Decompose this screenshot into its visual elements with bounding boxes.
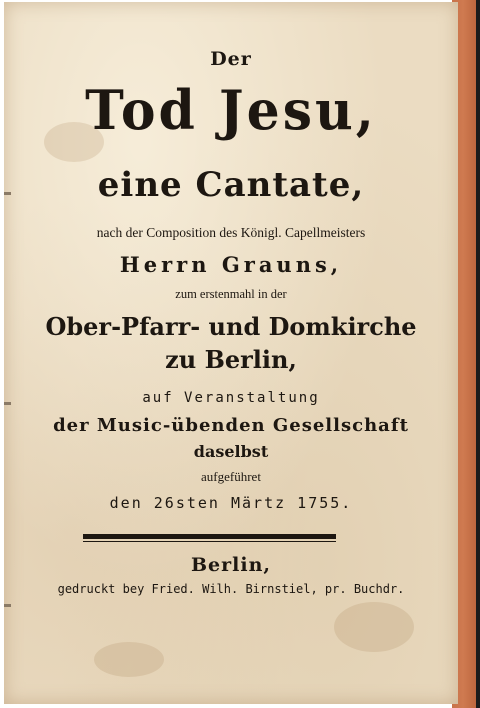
divider-rule-thick (83, 534, 336, 539)
binding-stitch (4, 604, 11, 607)
imprint-printer: gedruckt bey Fried. Wilh. Birnstiel, pr. Buchdr. (57, 582, 405, 596)
imprint-city: Berlin, (190, 554, 272, 576)
title-page (4, 2, 458, 704)
divider-rule-thin (83, 541, 336, 542)
society-line: der Music-übenden Gesellschaft (53, 415, 409, 436)
main-title: Tod Jesu, (85, 78, 377, 143)
cover-shadow-edge (476, 0, 480, 708)
arrangement-line: auf Veranstaltung (142, 390, 320, 406)
performance-date: den 26sten Märtz 1755. (109, 494, 353, 512)
composer-name: Herrn Grauns, (119, 252, 343, 277)
daselbst-line: daselbst (193, 442, 269, 461)
composition-line: nach der Composition des Königl. Capellmeisters (96, 225, 366, 240)
performed-line: aufgeführet (201, 469, 261, 484)
foxing-stain (334, 602, 414, 652)
city-line: zu Berlin, (165, 345, 297, 374)
first-performance-line: zum erstenmahl in der (175, 287, 287, 301)
foxing-stain (94, 642, 164, 677)
subtitle-cantate: eine Cantate, (97, 165, 365, 205)
heading-der: Der (210, 48, 252, 70)
church-name: Ober-Pfarr- und Domkirche (45, 312, 417, 341)
